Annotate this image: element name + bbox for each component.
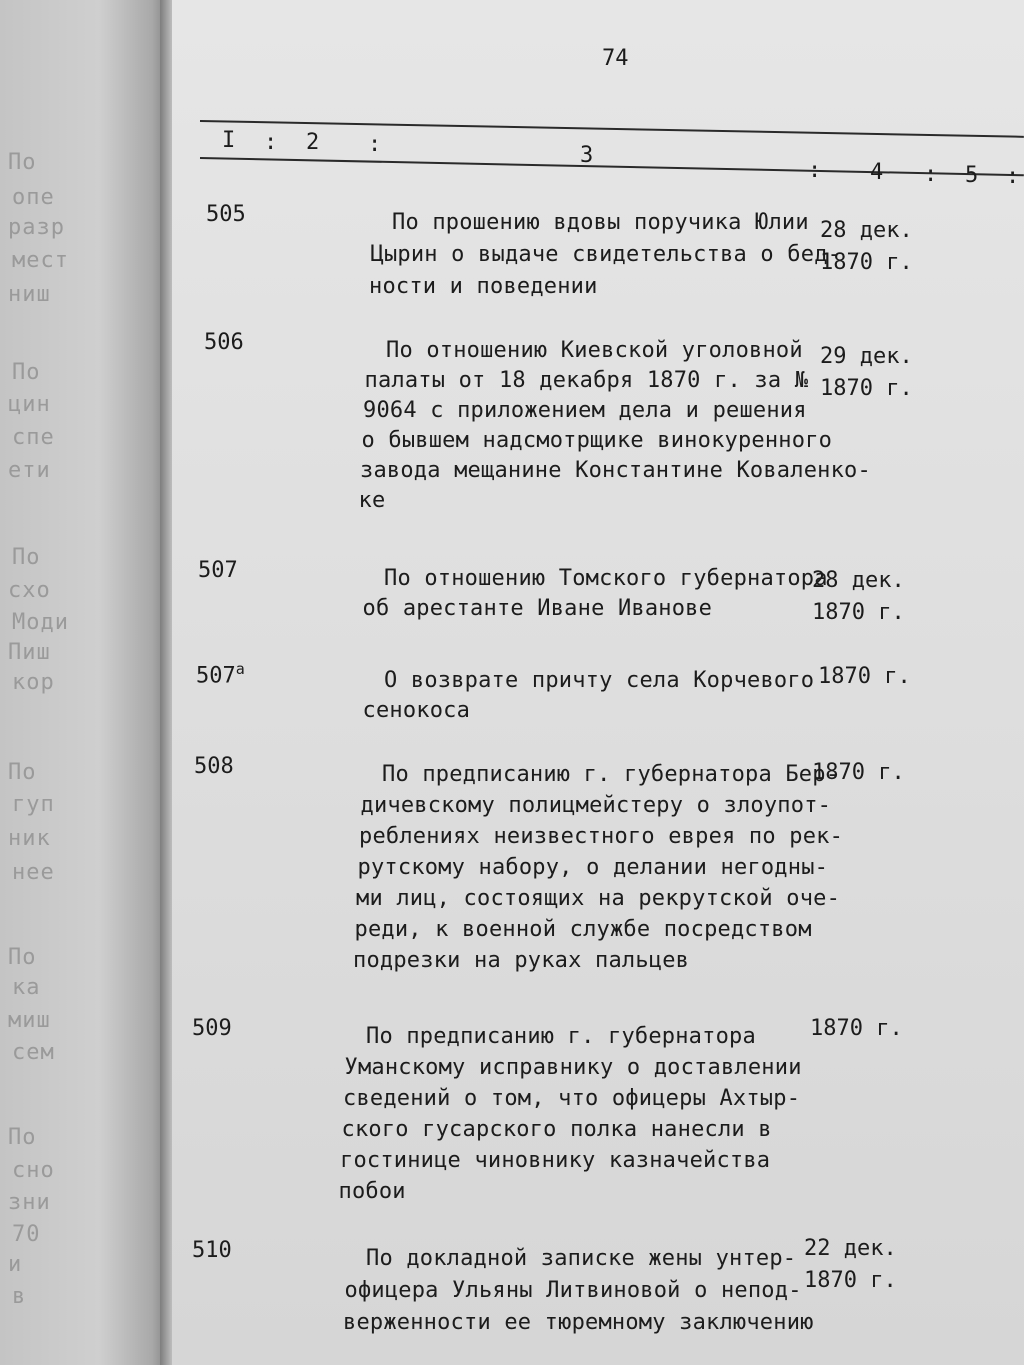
column-header-4: 4 [870,160,884,185]
entry-text-line: сенокоса [362,698,471,723]
entry-text-line: По прошению вдовы поручика Юлии [392,210,809,235]
previous-page-ghost-text: По [12,545,41,570]
column-separator: : [808,158,822,183]
entry-text-line: палаты от 18 декабря 1870 г. за № [364,368,809,393]
entry-text-line: ми лиц, состоящих на рекрутской оче- [356,886,841,911]
entry-text-line: По отношению Томского губернатора [384,566,828,591]
previous-page-ghost-text: Моди [12,610,69,635]
column-separator: : [368,132,382,157]
previous-page-ghost-text: По [8,1125,37,1150]
previous-page-ghost-text: миш [8,1008,51,1033]
entry-text-line: ности и поведении [369,274,598,299]
entry-date: 1870 г. [820,376,913,401]
document-page [172,0,1024,1365]
entry-number-superscript: а [235,660,245,678]
entry-text-line: гостинице чиновнику казначейства [340,1148,771,1173]
column-header-1: I [222,128,236,153]
header-rule-bottom [200,157,1024,176]
entry-text-line: реди, к военной службе посредством [354,917,812,942]
entry-date: 29 дек. [820,344,913,369]
previous-page-ghost-text: мест [12,248,69,273]
entry-text-line: О возврате причту села Корчевого [384,668,815,693]
previous-page-ghost-text: опе [12,185,55,210]
previous-page-ghost-text: ка [12,975,41,1000]
previous-page-ghost-text: кор [12,670,55,695]
entry-text-line: верженности ее тюремному заключению [343,1310,814,1335]
entry-number: 509 [192,1016,232,1041]
entry-text-line: По отношению Киевской уголовной [386,338,803,363]
previous-page-ghost-text: спе [12,425,55,450]
previous-page-ghost-text: сем [12,1040,55,1065]
column-header-3: 3 [580,143,594,168]
entry-text-line: ке [358,488,386,513]
entry-date: 1870 г. [812,760,905,785]
entry-text-line: дичевскому полицмейстеру о злоупот- [360,793,832,818]
entry-text-line: об арестанте Иване Иванове [362,596,713,621]
column-header-5: 5 [965,163,979,188]
entry-text-line: По предписанию г. губернатора [366,1024,756,1049]
entry-date: 28 дек. [812,568,905,593]
previous-page-ghost-text: в [12,1284,27,1309]
previous-page-ghost-text: цин [8,392,51,417]
entry-date: 1870 г. [812,600,905,625]
entry-date: 1870 г. [820,250,913,275]
entry-text-line: о бывшем надсмотрщике винокуренного [361,428,833,453]
previous-page-ghost-text: гуп [12,792,55,817]
page-number: 74 [602,46,629,71]
entry-text-line: офицера Ульяны Литвиновой о непод- [344,1278,802,1303]
previous-page-ghost-text: зни [8,1190,51,1215]
entry-text-line: завода мещанине Константине Коваленко- [360,458,871,483]
entry-number: 510 [192,1238,232,1263]
entry-text-line: Цырин о выдаче свидетельства о бед- [370,242,842,267]
entry-date: 22 дек. [804,1236,897,1261]
previous-page-ghost-text: ниш [8,282,51,307]
previous-page-ghost-text: нее [12,860,55,885]
previous-page-ghost-text: 70 [12,1222,41,1247]
entry-number: 508 [194,754,234,779]
previous-page-ghost-text: схо [8,578,51,603]
entry-text-line: По докладной записке жены унтер- [366,1246,797,1271]
entry-date: 1870 г. [818,664,911,689]
column-separator: : [264,130,278,155]
entry-date: 28 дек. [820,218,913,243]
previous-page-ghost-text: сно [12,1158,55,1183]
entry-text-line: подрезки на руках пальцев [353,948,690,973]
previous-page-ghost-text: По [8,150,37,175]
previous-page-ghost-text: Пиш [8,640,51,665]
entry-text-line: сведений о том, что офицеры Ахтыр- [343,1086,801,1111]
previous-page-ghost-text: По [8,760,37,785]
previous-page-ghost-text: ник [8,826,51,851]
entry-text-line: Уманскому исправнику о доставлении [344,1055,802,1080]
column-separator: : [924,162,938,187]
entry-number: $507^а$ [196,660,245,689]
entry-date: 1870 г. [810,1016,903,1041]
entry-text-line: реблениях неизвестного еврея по рек- [359,824,844,849]
entry-text-line: побои [338,1179,406,1204]
entry-text-line: 9064 с приложением дела и решения [363,398,807,423]
entry-text-line: По предписанию г. губернатора Бер- [382,762,840,787]
previous-page-ghost-text: По [12,360,41,385]
previous-page-ghost-text: По [8,945,37,970]
header-rule-top [200,120,1024,138]
entry-number: 505 [206,202,246,227]
entry-text-line: рутскому набору, о делании негодны- [357,855,829,880]
previous-page-ghost-text: и [8,1252,23,1277]
entry-number: 506 [204,330,244,355]
entry-text-line: ского гусарского полка нанесли в [341,1117,772,1142]
previous-page-ghost-text: ети [8,458,51,483]
column-separator: : [1006,164,1020,189]
column-header-2: 2 [306,130,320,155]
previous-page-ghost-text: разр [8,215,65,240]
entry-number: 507 [198,558,238,583]
entry-date: 1870 г. [804,1268,897,1293]
previous-page-edge [0,0,165,1365]
